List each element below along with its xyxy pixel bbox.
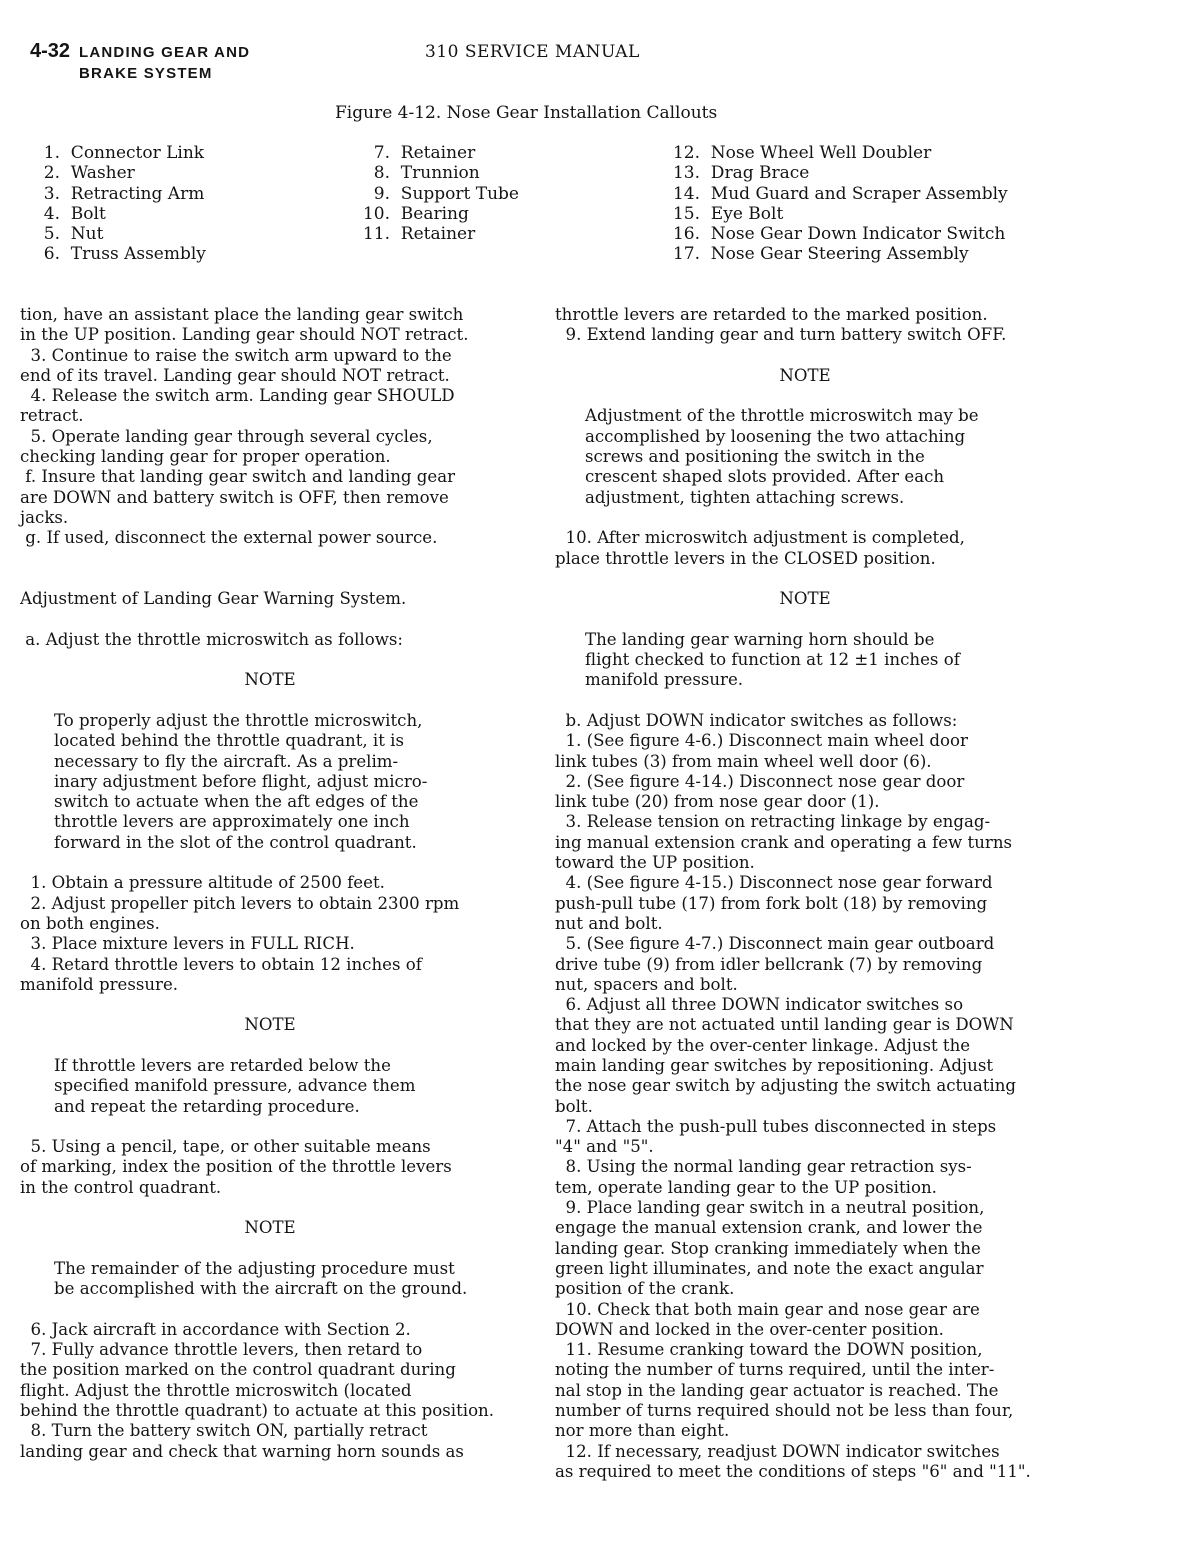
callout-label: Drag Brace [700,163,810,184]
callout-number: 7. [373,143,390,163]
note-text-line: and repeat the retarding procedure. [54,1096,360,1116]
note-text-line: specified manifold pressure, advance them [54,1076,416,1096]
callout-item [30,143,206,163]
spacer [20,1198,520,1218]
text-line: b. Adjust DOWN indicator switches as follows: [555,710,958,730]
text-line: 3. Release tension on retracting linkage by engag- [555,812,991,832]
callout-number: 12. [672,143,700,163]
text-line: g. If used, disconnect the external power source. [20,528,438,548]
spacer [20,549,520,569]
text-line: of marking, index the position of the throttle levers [20,1157,452,1177]
text-line: 1. (See figure 4-6.) Disconnect main wheel door [555,731,968,751]
left-column-text [20,305,520,1462]
text-line: that they are not actuated until landing gear is DOWN [555,1015,1014,1035]
text-line: checking landing gear for proper operation. [20,447,391,467]
callout-item [352,224,519,244]
callout-item [30,163,206,183]
note-text-line: The landing gear warning horn should be [585,629,935,649]
text-line: main landing gear switches by repositioning. Adjust [555,1055,994,1075]
text-line: as required to meet the conditions of steps "6" and "11". [555,1461,1031,1481]
text-line: tion, have an assistant place the landing gear switch [20,305,464,324]
note-heading: NOTE [779,365,831,385]
callout-item [662,204,1008,224]
text-line: jacks. [20,507,69,527]
text-line: 11. Resume cranking toward the DOWN position, [555,1340,983,1360]
note-text-line: crescent shaped slots provided. After each [585,467,945,487]
text-line: and locked by the over-center linkage. Adjust the [555,1035,971,1055]
spacer [555,508,1055,528]
text-line: place throttle levers in the CLOSED position. [555,548,936,568]
spacer [555,386,1055,406]
callout-label: Truss Assembly [60,244,206,265]
callout-number: 2. [43,163,60,184]
text-line: 6. Adjust all three DOWN indicator switches so [555,995,964,1015]
callout-item [352,163,519,183]
text-line: throttle levers are retarded to the marked position. [555,305,988,324]
text-line: ing manual extension crank and operating a few turns [555,832,1013,852]
callout-item [662,244,1008,264]
text-line: nor more than eight. [555,1421,730,1441]
note-text-line: flight checked to function at 12 ±1 inches of [585,650,960,670]
right-column-text [555,305,1055,1482]
page-number: 4-32 [30,40,71,62]
callout-item [30,224,206,244]
spacer [20,609,520,629]
text-line: green light illuminates, and note the exact angular [555,1258,984,1278]
text-line: manifold pressure. [20,974,179,994]
note-text-line: forward in the slot of the control quadrant. [54,832,417,852]
callout-item [352,143,519,163]
text-line: bolt. [555,1096,593,1116]
text-line: 3. Place mixture levers in FULL RICH. [20,934,355,954]
callout-label: Nose Gear Steering Assembly [700,244,969,265]
text-line: link tubes (3) from main wheel well door (6). [555,751,932,771]
note-text-line: manifold pressure. [585,670,744,690]
spacer [20,1300,520,1320]
text-line: link tube (20) from nose gear door (1). [555,792,880,812]
callout-number: 11. [362,224,390,245]
text-line: 8. Using the normal landing gear retraction sys- [555,1157,972,1177]
text-line: retract. [20,406,84,426]
text-line: nut, spacers and bolt. [555,974,738,994]
spacer [555,691,1055,711]
text-line: nut and bolt. [555,913,663,933]
callout-label: Support Tube [390,183,519,204]
text-line: 3. Continue to raise the switch arm upward to the [20,345,452,365]
callout-item [662,163,1008,183]
text-line: 7. Attach the push-pull tubes disconnected in steps [555,1116,997,1136]
text-line: the nose gear switch by adjusting the switch actuating [555,1076,1017,1096]
callout-label: Trunnion [390,163,480,184]
spacer [20,995,520,1015]
spacer [555,609,1055,629]
note-text-line: accomplished by loosening the two attaching [585,426,966,446]
callout-number: 17. [672,244,700,265]
callout-label: Mud Guard and Scraper Assembly [700,183,1008,204]
note-heading: NOTE [779,589,831,609]
note-text-line: switch to actuate when the aft edges of the [54,792,419,812]
callout-number: 8. [373,163,390,184]
callout-number: 9. [373,183,390,204]
text-line: 6. Jack aircraft in accordance with Section 2. [20,1319,411,1339]
callout-number: 13. [672,163,700,184]
note-text-line: If throttle levers are retarded below the [54,1055,391,1075]
callout-label: Eye Bolt [700,203,784,224]
text-line: position of the crank. [555,1279,735,1299]
text-line: nal stop in the landing gear actuator is reached. The [555,1380,999,1400]
text-line: 2. (See figure 4-14.) Disconnect nose gear door [555,771,965,791]
callout-number: 14. [672,183,700,204]
callout-number: 16. [672,224,700,245]
manual-title: 310 SERVICE MANUAL [425,42,640,62]
callout-label: Nose Gear Down Indicator Switch [700,224,1006,245]
section-title-line1: LANDING GEAR AND [79,44,251,61]
section-title [79,42,250,84]
callout-item [662,143,1008,163]
spacer [20,1117,520,1137]
callout-item [662,184,1008,204]
text-line: behind the throttle quadrant) to actuate at this position. [20,1401,495,1421]
note-heading: NOTE [244,1218,296,1238]
text-line: in the control quadrant. [20,1177,222,1197]
text-line: DOWN and locked in the over-center position. [555,1319,944,1339]
spacer [20,569,520,589]
text-line: 9. Place landing gear switch in a neutral position, [555,1198,985,1218]
text-line: 12. If necessary, readjust DOWN indicator switches [555,1441,1000,1461]
text-line: landing gear and check that warning horn sounds as [20,1441,464,1461]
text-line: 9. Extend landing gear and turn battery switch OFF. [555,325,1007,345]
text-line: 2. Adjust propeller pitch levers to obtain 2300 rpm [20,893,460,913]
text-line: toward the UP position. [555,853,755,873]
spacer [20,853,520,873]
text-line: noting the number of turns required, until the inter- [555,1360,995,1380]
callout-number: 15. [672,203,700,224]
callout-number: 3. [43,183,60,204]
text-line: number of turns required should not be less than four, [555,1401,1014,1421]
note-text-line: located behind the throttle quadrant, it is [54,731,404,751]
callout-item [30,204,206,224]
text-line: 5. Using a pencil, tape, or other suitable means [20,1137,431,1157]
callout-item [30,184,206,204]
callout-number: 5. [43,224,60,245]
text-line: 7. Fully advance throttle levers, then retard to [20,1340,423,1360]
text-line: push-pull tube (17) from fork bolt (18) by removing [555,893,988,913]
callout-item [662,224,1008,244]
callout-item [352,204,519,224]
text-line: end of its travel. Landing gear should NOT retract. [20,365,450,385]
text-line: the position marked on the control quadrant during [20,1360,456,1380]
note-heading: NOTE [244,1015,296,1035]
text-line: engage the manual extension crank, and lower the [555,1218,983,1238]
note-text-line: Adjustment of the throttle microswitch may be [585,406,979,426]
callout-label: Nut [60,224,104,245]
note-text-line: necessary to fly the aircraft. As a prelim- [54,751,399,771]
callout-label: Connector Link [60,143,205,163]
spacer [555,346,1055,366]
note-text-line: adjustment, tighten attaching screws. [585,487,905,507]
text-line: 5. Operate landing gear through several cycles, [20,426,433,446]
text-line: are DOWN and battery switch is OFF, then remove [20,487,449,507]
spacer [555,569,1055,589]
text-line: 1. Obtain a pressure altitude of 2500 feet. [20,873,385,893]
callout-label: Bearing [390,203,469,224]
note-text-line: throttle levers are approximately one inch [54,812,410,832]
text-line: a. Adjust the throttle microswitch as follows: [20,629,404,649]
text-line: on both engines. [20,913,160,933]
note-text-line: be accomplished with the aircraft on the ground. [54,1279,468,1299]
callout-label: Retainer [390,143,476,163]
callout-number: 4. [43,203,60,224]
text-line: 4. (See figure 4-15.) Disconnect nose gear forward [555,873,993,893]
callout-list-3 [662,143,1008,265]
spacer [20,1239,520,1259]
callout-label: Nose Wheel Well Doubler [700,143,932,163]
callout-label: Retracting Arm [60,183,205,204]
note-text-line: The remainder of the adjusting procedure must [54,1258,455,1278]
callout-item [352,184,519,204]
callout-list-1 [30,143,206,265]
text-line: flight. Adjust the throttle microswitch (located [20,1380,412,1400]
callout-list-2 [352,143,519,244]
text-line: 8. Turn the battery switch ON, partially retract [20,1421,428,1441]
callout-label: Washer [60,163,135,184]
text-line: in the UP position. Landing gear should NOT retract. [20,325,469,345]
text-line: drive tube (9) from idler bellcrank (7) by removing [555,954,983,974]
section-title-line2: BRAKE SYSTEM [79,65,213,82]
text-line: 5. (See figure 4-7.) Disconnect main gear outboard [555,934,995,954]
callout-label: Retainer [390,224,476,245]
note-heading: NOTE [244,670,296,690]
text-line: landing gear. Stop cranking immediately when the [555,1238,981,1258]
spacer [20,691,520,711]
callout-item [30,244,206,264]
text-line: "4" and "5". [555,1137,654,1157]
callout-number: 6. [43,244,60,265]
spacer [20,1036,520,1056]
text-line: 4. Release the switch arm. Landing gear SHOULD [20,386,455,406]
text-line: 10. After microswitch adjustment is completed, [555,528,965,548]
note-text-line: screws and positioning the switch in the [585,447,925,467]
text-line: 10. Check that both main gear and nose gear are [555,1299,980,1319]
text-line: 4. Retard throttle levers to obtain 12 inches of [20,954,422,974]
text-line: Adjustment of Landing Gear Warning System. [20,589,407,609]
callout-label: Bolt [60,203,106,224]
figure-title: Figure 4-12. Nose Gear Installation Callouts [335,103,718,123]
text-line: f. Insure that landing gear switch and landing gear [20,467,456,487]
note-text-line: To properly adjust the throttle microswitch, [54,710,423,730]
spacer [20,650,520,670]
callout-number: 1. [43,143,60,163]
note-text-line: inary adjustment before flight, adjust micro- [54,771,428,791]
text-line: tem, operate landing gear to the UP position. [555,1177,937,1197]
callout-number: 10. [362,203,390,224]
